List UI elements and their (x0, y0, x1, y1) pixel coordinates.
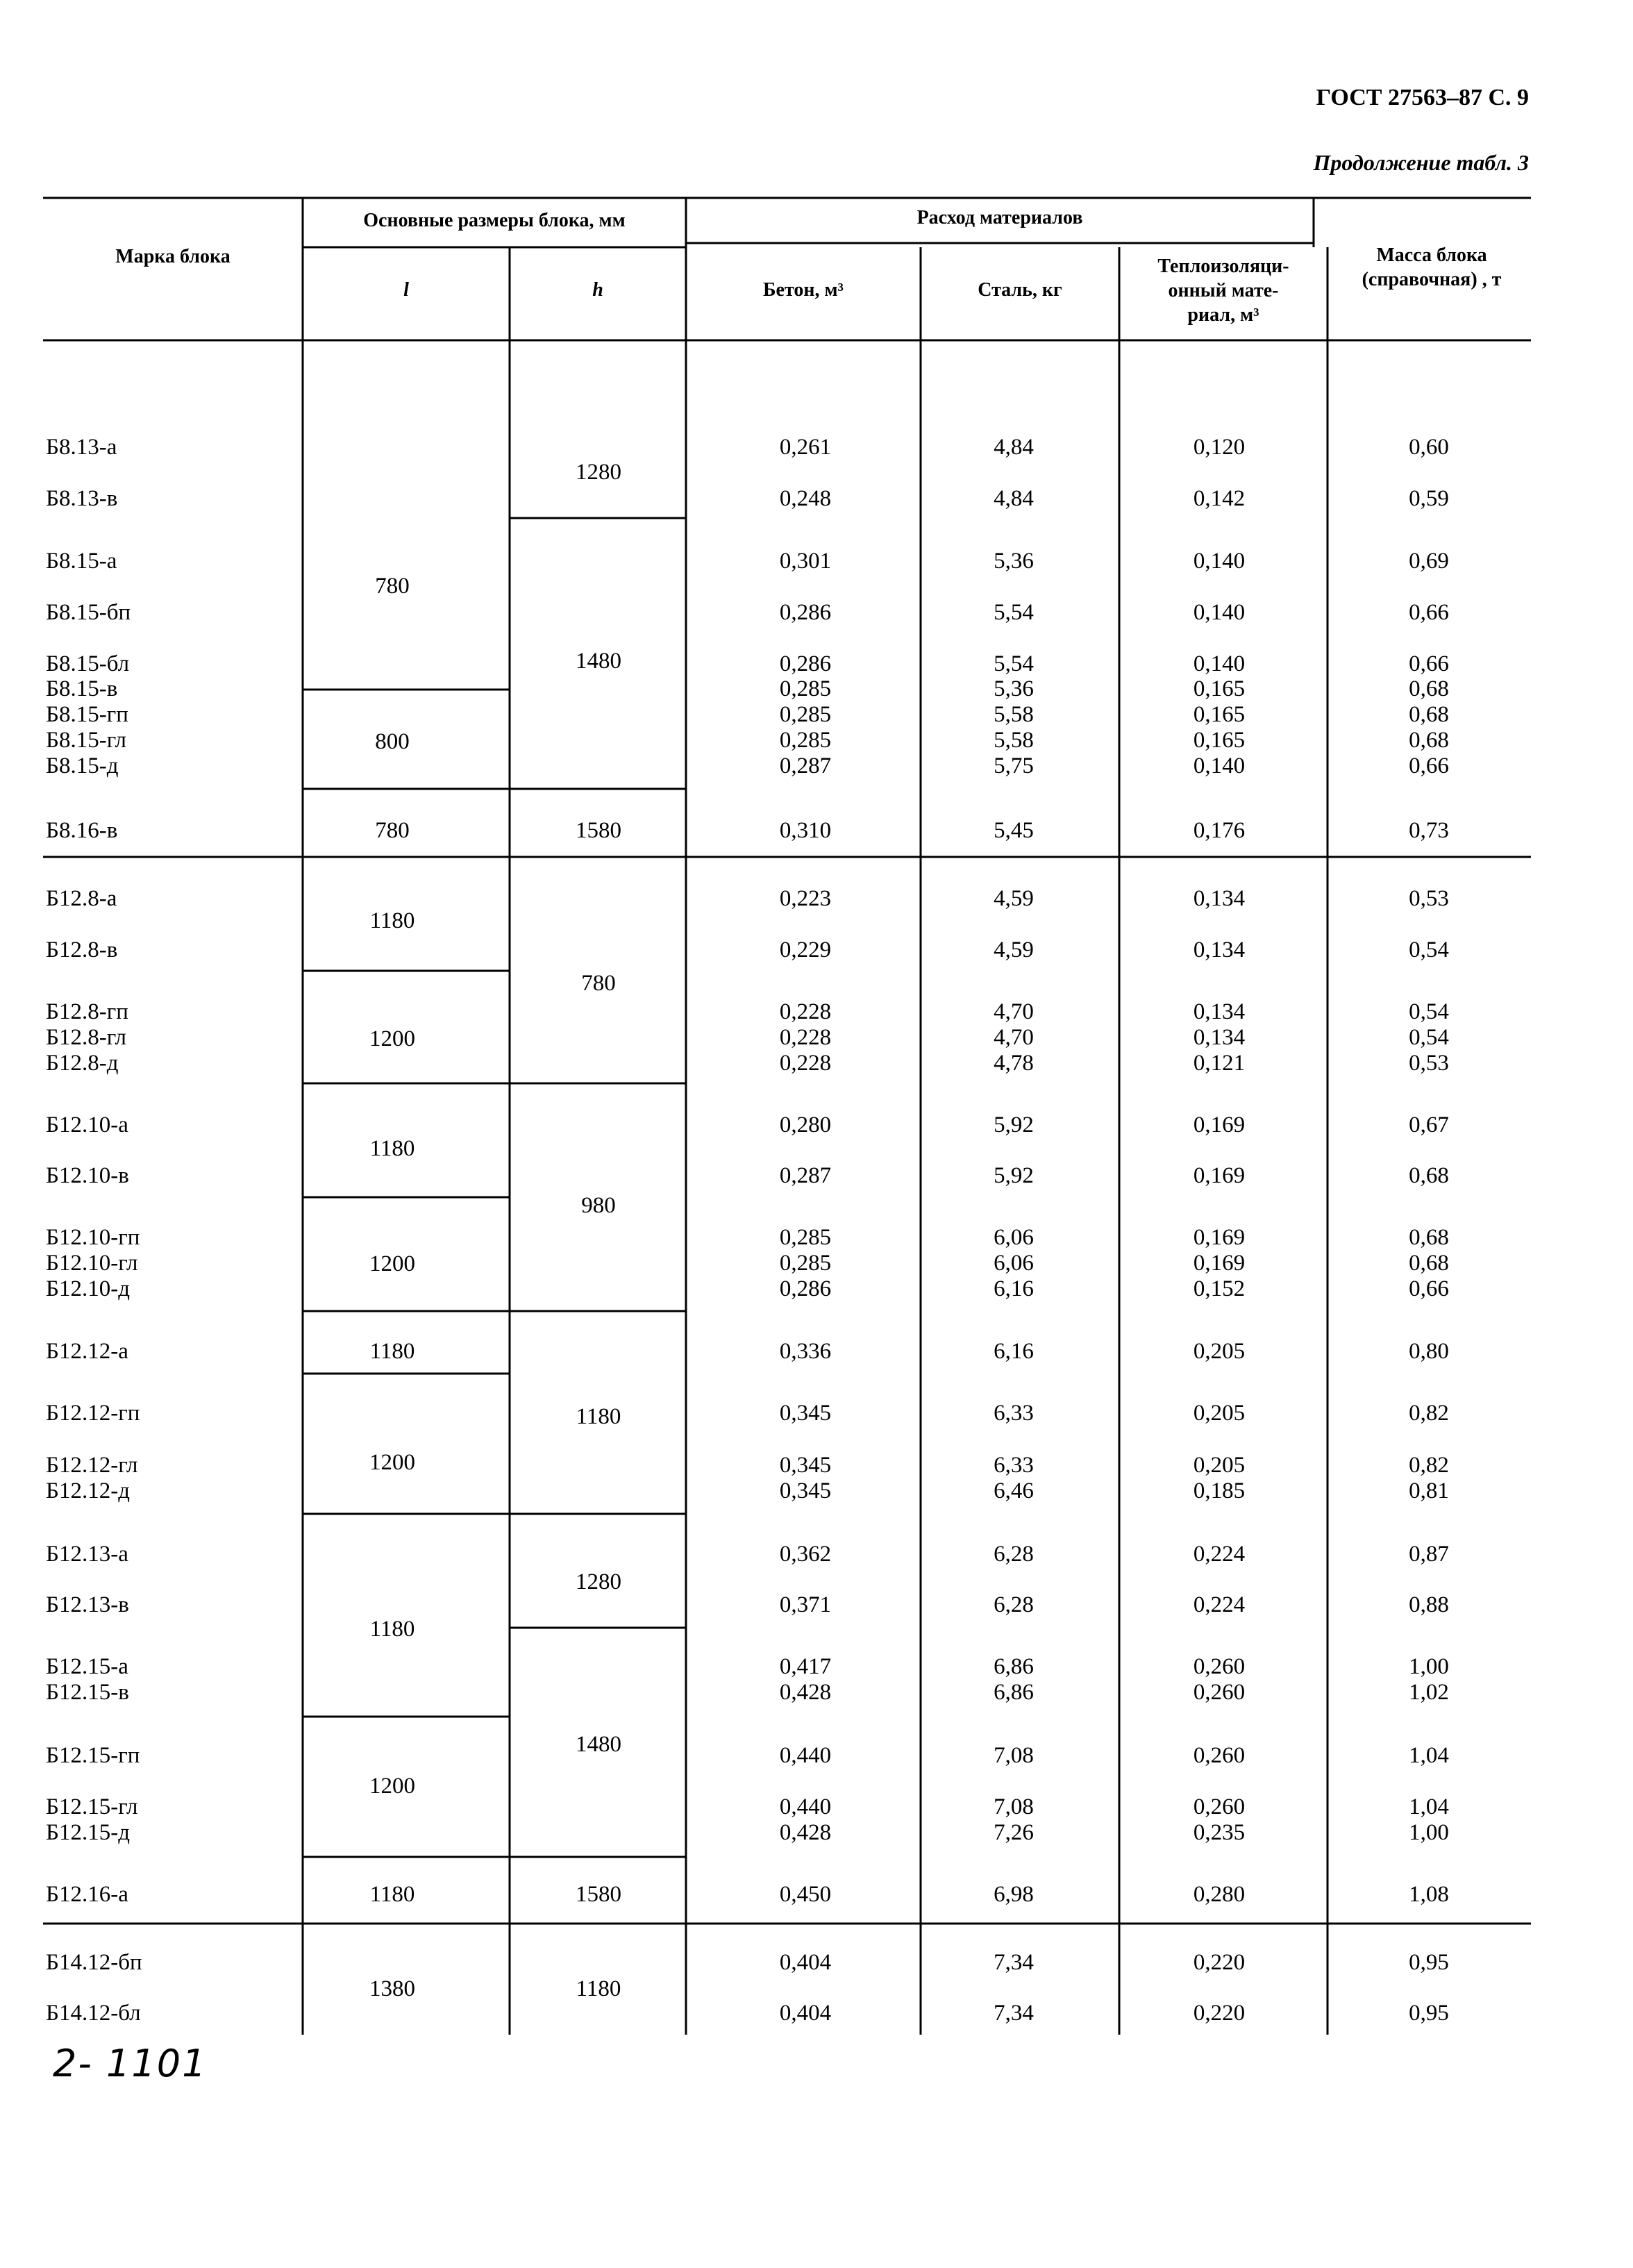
header-insulation: Теплоизоляци-онный мате-риал, м³ (1157, 256, 1289, 326)
cell-mass: 1,04 (1409, 1794, 1449, 1819)
cell-insulation: 0,260 (1193, 1743, 1246, 1768)
cell-concrete: 0,336 (779, 1339, 832, 1364)
cell-concrete: 0,301 (779, 549, 832, 574)
cell-insulation: 0,142 (1193, 486, 1246, 511)
row-mark: Б12.15-а (46, 1654, 128, 1679)
cell-concrete: 0,261 (779, 435, 832, 460)
cell-concrete: 0,223 (779, 886, 832, 911)
cell-l: 1180 (369, 908, 415, 933)
cell-steel: 7,08 (994, 1794, 1034, 1819)
cell-h: 1180 (576, 1976, 621, 2001)
cell-mass: 0,66 (1409, 651, 1449, 676)
row-mark: Б8.15-бп (46, 600, 131, 625)
cell-insulation: 0,169 (1193, 1112, 1246, 1137)
cell-insulation: 0,260 (1193, 1680, 1246, 1705)
cell-steel: 7,34 (994, 1950, 1034, 1975)
cell-concrete: 0,417 (779, 1654, 832, 1679)
row-mark: Б12.15-д (46, 1820, 130, 1845)
cell-h: 1580 (576, 818, 621, 843)
header-materials-group: Расход материалов (916, 207, 1083, 228)
cell-mass: 0,69 (1409, 549, 1449, 574)
cell-steel: 5,75 (994, 753, 1034, 778)
cell-insulation: 0,165 (1193, 728, 1246, 753)
cell-steel: 4,78 (994, 1051, 1034, 1076)
cell-steel: 6,16 (994, 1276, 1034, 1301)
cell-mass: 1,08 (1409, 1882, 1449, 1907)
page-header: ГОСТ 27563–87 С. 9 (1316, 85, 1529, 110)
cell-insulation: 0,169 (1193, 1251, 1246, 1276)
cell-concrete: 0,404 (779, 1950, 832, 1975)
cell-steel: 6,06 (994, 1225, 1034, 1250)
cell-concrete: 0,450 (779, 1882, 832, 1907)
cell-concrete: 0,345 (779, 1401, 832, 1426)
cell-l: 780 (375, 574, 410, 599)
row-mark: Б8.15-в (46, 676, 118, 701)
row-mark: Б12.8-д (46, 1051, 119, 1076)
cell-concrete: 0,428 (779, 1680, 832, 1705)
cell-steel: 6,06 (994, 1251, 1034, 1276)
cell-insulation: 0,140 (1193, 753, 1246, 778)
cell-mass: 1,00 (1409, 1654, 1449, 1679)
row-mark: Б14.12-бл (46, 2001, 141, 2026)
cell-steel: 5,45 (994, 818, 1034, 843)
cell-mass: 1,00 (1409, 1820, 1449, 1845)
cell-mass: 0,82 (1409, 1453, 1449, 1478)
row-mark: Б8.15-а (46, 549, 117, 574)
cell-steel: 5,92 (994, 1163, 1034, 1188)
cell-mass: 0,81 (1409, 1478, 1449, 1503)
cell-h: 1180 (576, 1404, 621, 1429)
cell-mass: 1,04 (1409, 1743, 1449, 1768)
cell-mass: 0,66 (1409, 753, 1449, 778)
cell-steel: 5,36 (994, 549, 1034, 574)
row-mark: Б12.13-а (46, 1542, 128, 1567)
cell-concrete: 0,440 (779, 1794, 832, 1819)
row-mark: Б12.8-гп (46, 999, 128, 1024)
cell-steel: 6,16 (994, 1339, 1034, 1364)
cell-steel: 6,33 (994, 1453, 1034, 1478)
row-mark: Б12.10-гл (46, 1251, 138, 1276)
cell-concrete: 0,440 (779, 1743, 832, 1768)
row-mark: Б12.15-в (46, 1680, 129, 1705)
header-steel: Сталь, кг (978, 279, 1062, 301)
row-mark: Б12.15-гп (46, 1743, 140, 1768)
cell-l: 1180 (369, 1339, 415, 1364)
row-mark: Б12.8-а (46, 886, 117, 911)
cell-mass: 0,68 (1409, 1163, 1449, 1188)
cell-insulation: 0,235 (1193, 1820, 1246, 1845)
cell-mass: 0,54 (1409, 937, 1449, 962)
cell-steel: 7,34 (994, 2001, 1034, 2026)
handwritten-note: 2- 1101 (53, 2042, 208, 2085)
cell-concrete: 0,285 (779, 1225, 832, 1250)
cell-h: 780 (581, 971, 616, 996)
cell-steel: 6,86 (994, 1680, 1034, 1705)
cell-steel: 5,54 (994, 651, 1034, 676)
cell-h: 1280 (576, 460, 621, 485)
header-l: l (403, 279, 409, 301)
cell-mass: 0,66 (1409, 600, 1449, 625)
cell-concrete: 0,228 (779, 1051, 832, 1076)
header-h: h (592, 279, 603, 301)
cell-concrete: 0,404 (779, 2001, 832, 2026)
cell-concrete: 0,345 (779, 1478, 832, 1503)
cell-mass: 0,67 (1409, 1112, 1449, 1137)
cell-mass: 0,54 (1409, 999, 1449, 1024)
cell-mass: 0,54 (1409, 1025, 1449, 1050)
cell-l: 780 (375, 818, 410, 843)
cell-steel: 6,28 (994, 1592, 1034, 1617)
cell-concrete: 0,285 (779, 728, 832, 753)
cell-l: 1380 (369, 1976, 415, 2001)
cell-mass: 0,80 (1409, 1339, 1449, 1364)
cell-insulation: 0,220 (1193, 1950, 1246, 1975)
cell-steel: 4,59 (994, 937, 1034, 962)
header-mark: Марка блока (115, 246, 231, 267)
row-mark: Б8.15-гл (46, 728, 127, 753)
cell-mass: 0,68 (1409, 702, 1449, 727)
row-mark: Б12.10-в (46, 1163, 129, 1188)
cell-concrete: 0,286 (779, 600, 832, 625)
cell-h: 1480 (576, 649, 621, 674)
row-mark: Б12.8-в (46, 937, 118, 962)
row-mark: Б12.8-гл (46, 1025, 127, 1050)
cell-insulation: 0,185 (1193, 1478, 1246, 1503)
cell-insulation: 0,205 (1193, 1401, 1246, 1426)
cell-insulation: 0,134 (1193, 1025, 1246, 1050)
cell-concrete: 0,285 (779, 702, 832, 727)
row-mark: Б8.15-гп (46, 702, 128, 727)
cell-mass: 0,59 (1409, 486, 1449, 511)
cell-mass: 0,68 (1409, 1251, 1449, 1276)
cell-concrete: 0,285 (779, 676, 832, 701)
cell-insulation: 0,224 (1193, 1542, 1246, 1567)
cell-mass: 0,82 (1409, 1401, 1449, 1426)
cell-steel: 4,70 (994, 1025, 1034, 1050)
cell-concrete: 0,345 (779, 1453, 832, 1478)
cell-concrete: 0,371 (779, 1592, 832, 1617)
cell-mass: 0,53 (1409, 886, 1449, 911)
cell-steel: 7,26 (994, 1820, 1034, 1845)
header-concrete: Бетон, м³ (763, 279, 844, 301)
cell-insulation: 0,205 (1193, 1453, 1246, 1478)
cell-l: 1200 (369, 1026, 415, 1051)
cell-mass: 0,87 (1409, 1542, 1449, 1567)
cell-insulation: 0,169 (1193, 1163, 1246, 1188)
cell-mass: 0,73 (1409, 818, 1449, 843)
row-mark: Б12.10-гп (46, 1225, 140, 1250)
cell-concrete: 0,285 (779, 1251, 832, 1276)
cell-concrete: 0,286 (779, 651, 832, 676)
cell-steel: 4,84 (994, 486, 1034, 511)
cell-mass: 0,68 (1409, 676, 1449, 701)
cell-steel: 6,86 (994, 1654, 1034, 1679)
row-mark: Б8.16-в (46, 818, 118, 843)
cell-mass: 0,53 (1409, 1051, 1449, 1076)
cell-steel: 7,08 (994, 1743, 1034, 1768)
cell-steel: 6,28 (994, 1542, 1034, 1567)
cell-steel: 6,46 (994, 1478, 1034, 1503)
row-mark: Б12.12-д (46, 1478, 130, 1503)
cell-concrete: 0,428 (779, 1820, 832, 1845)
header-dimensions-group: Основные размеры блока, мм (363, 210, 626, 231)
row-mark: Б8.13-а (46, 435, 117, 460)
cell-h: 1580 (576, 1882, 621, 1907)
cell-mass: 0,66 (1409, 1276, 1449, 1301)
row-mark: Б12.12-гп (46, 1401, 140, 1426)
row-mark: Б12.12-гл (46, 1453, 138, 1478)
cell-mass: 0,68 (1409, 1225, 1449, 1250)
row-mark: Б12.10-а (46, 1112, 128, 1137)
cell-insulation: 0,260 (1193, 1794, 1246, 1819)
row-mark: Б12.15-гл (46, 1794, 138, 1819)
cell-insulation: 0,205 (1193, 1339, 1246, 1364)
cell-insulation: 0,121 (1193, 1051, 1246, 1076)
row-mark: Б12.10-д (46, 1276, 130, 1301)
cell-l: 1200 (369, 1450, 415, 1475)
table-continuation-note: Продолжение табл. 3 (1313, 150, 1529, 175)
cell-l: 1180 (369, 1882, 415, 1907)
cell-steel: 4,59 (994, 886, 1034, 911)
cell-steel: 5,36 (994, 676, 1034, 701)
row-mark: Б14.12-бп (46, 1950, 142, 1975)
cell-l: 1180 (369, 1136, 415, 1161)
cell-insulation: 0,176 (1193, 818, 1246, 843)
cell-mass: 0,68 (1409, 728, 1449, 753)
cell-mass: 0,95 (1409, 2001, 1449, 2026)
cell-l: 800 (375, 729, 410, 754)
cell-concrete: 0,287 (779, 753, 832, 778)
cell-h: 1280 (576, 1569, 621, 1594)
cell-insulation: 0,152 (1193, 1276, 1246, 1301)
cell-steel: 4,84 (994, 435, 1034, 460)
cell-steel: 5,54 (994, 600, 1034, 625)
row-mark: Б8.13-в (46, 486, 118, 511)
cell-h: 980 (581, 1193, 616, 1218)
header-mass: Масса блока (справочная) , т (1362, 244, 1502, 290)
cell-steel: 6,33 (994, 1401, 1034, 1426)
cell-mass: 1,02 (1409, 1680, 1449, 1705)
cell-insulation: 0,220 (1193, 2001, 1246, 2026)
cell-insulation: 0,165 (1193, 676, 1246, 701)
cell-concrete: 0,248 (779, 486, 832, 511)
cell-insulation: 0,140 (1193, 600, 1246, 625)
cell-insulation: 0,134 (1193, 886, 1246, 911)
cell-insulation: 0,120 (1193, 435, 1246, 460)
cell-mass: 0,88 (1409, 1592, 1449, 1617)
cell-insulation: 0,134 (1193, 999, 1246, 1024)
cell-l: 1200 (369, 1251, 415, 1276)
cell-h: 1480 (576, 1732, 621, 1757)
cell-steel: 4,70 (994, 999, 1034, 1024)
row-mark: Б12.16-а (46, 1882, 128, 1907)
cell-steel: 6,98 (994, 1882, 1034, 1907)
cell-insulation: 0,260 (1193, 1654, 1246, 1679)
cell-concrete: 0,280 (779, 1112, 832, 1137)
cell-insulation: 0,280 (1193, 1882, 1246, 1907)
cell-concrete: 0,286 (779, 1276, 832, 1301)
cell-l: 1200 (369, 1774, 415, 1799)
cell-steel: 5,58 (994, 702, 1034, 727)
cell-mass: 0,60 (1409, 435, 1449, 460)
row-mark: Б12.12-а (46, 1339, 128, 1364)
cell-steel: 5,92 (994, 1112, 1034, 1137)
cell-insulation: 0,134 (1193, 937, 1246, 962)
cell-concrete: 0,228 (779, 999, 832, 1024)
cell-insulation: 0,224 (1193, 1592, 1246, 1617)
row-mark: Б12.13-в (46, 1592, 129, 1617)
cell-steel: 5,58 (994, 728, 1034, 753)
cell-concrete: 0,362 (779, 1542, 832, 1567)
cell-insulation: 0,140 (1193, 651, 1246, 676)
cell-concrete: 0,228 (779, 1025, 832, 1050)
cell-insulation: 0,140 (1193, 549, 1246, 574)
cell-l: 1180 (369, 1617, 415, 1642)
cell-concrete: 0,287 (779, 1163, 832, 1188)
cell-insulation: 0,169 (1193, 1225, 1246, 1250)
cell-insulation: 0,165 (1193, 702, 1246, 727)
row-mark: Б8.15-бл (46, 651, 130, 676)
row-mark: Б8.15-д (46, 753, 119, 778)
cell-concrete: 0,310 (779, 818, 832, 843)
cell-mass: 0,95 (1409, 1950, 1449, 1975)
cell-concrete: 0,229 (779, 937, 832, 962)
